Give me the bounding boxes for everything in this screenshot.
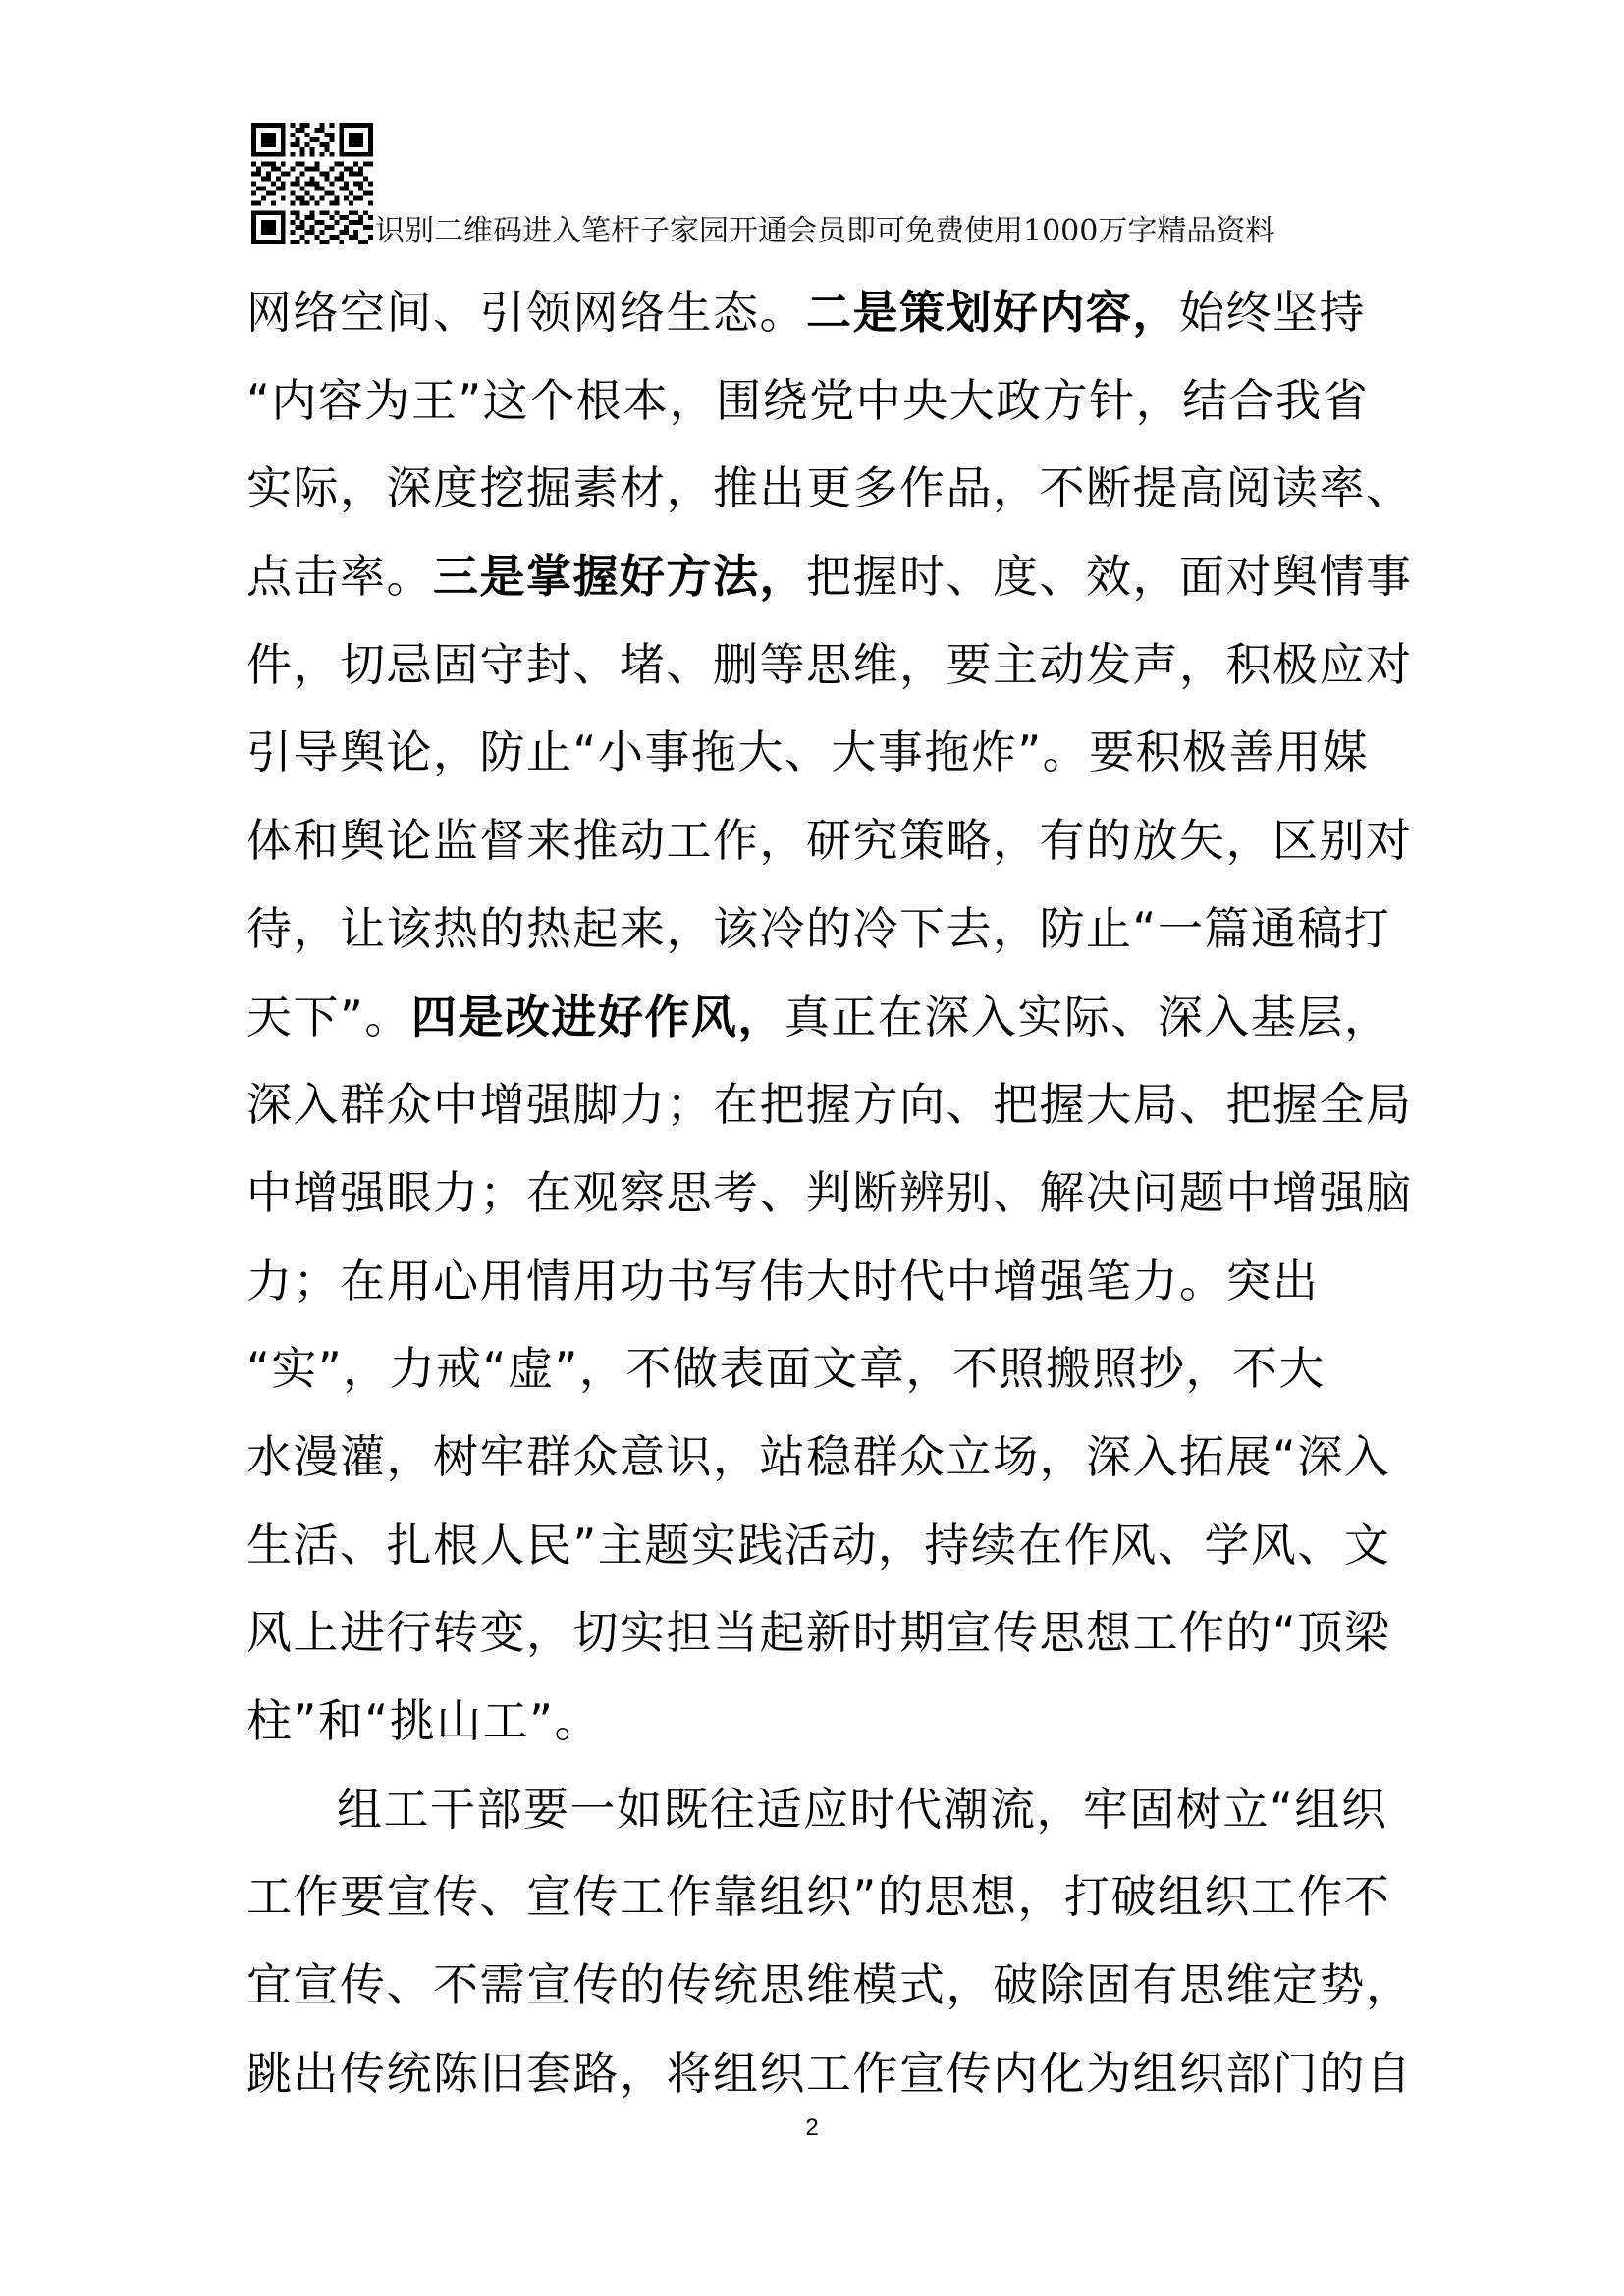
text-line	[246, 2030, 1413, 2118]
text-segment: 水漫灌，树牢群众意识，站稳群众立场，深入拓展“深入	[246, 1429, 1391, 1483]
text-segment: 真正在深入实际、深入基层，	[784, 989, 1391, 1043]
text-segment: 力；在用心用情用功书写伟大时代中增强笔力。突出	[246, 1254, 1320, 1308]
text-segment: 工作要宣传、宣传工作靠组织”的思想，打破组织工作不	[246, 1870, 1391, 1924]
text-segment: 柱”和“挑山工”。	[246, 1694, 601, 1747]
bold-text-segment: 四是改进好作风，	[410, 989, 785, 1043]
text-segment: 始终坚持	[1179, 286, 1366, 339]
page-number: 2	[805, 2114, 819, 2141]
text-segment: 组工干部要一如既往适应时代潮流，牢固树立“组织	[337, 1782, 1388, 1836]
promo-note: 识别二维码进入笔杆子家园开通会员即可免费使用1000万字精品资料	[375, 214, 1275, 248]
text-segment: 引导舆论，防止“小事拖大、大事拖炸”。要积极善用媒	[246, 725, 1370, 779]
text-line	[246, 1766, 1388, 1854]
bold-text-segment: 二是策划好内容，	[806, 286, 1179, 339]
text-line	[246, 445, 1413, 533]
body-text	[246, 269, 1413, 2117]
text-segment: 生活、扎根人民”主题实践活动，持续在作风、学风、文	[246, 1518, 1391, 1572]
text-line	[246, 974, 1391, 1062]
text-segment: 把握时、度、效，面对舆情事	[806, 550, 1413, 604]
text-line	[246, 797, 1413, 885]
text-line	[246, 1149, 1413, 1238]
text-segment: 跳出传统陈旧套路，将组织工作宣传内化为组织部门的自	[246, 2046, 1413, 2100]
text-line	[246, 269, 1385, 357]
text-segment: 点击率。	[246, 550, 433, 604]
text-segment: 网络空间、引领网络生态。	[246, 286, 806, 339]
text-line	[246, 1238, 1385, 1326]
text-segment: 深入群众中增强脚力；在把握方向、把握大局、把握全局	[246, 1078, 1413, 1132]
text-line	[246, 533, 1413, 621]
text-line	[246, 1502, 1391, 1590]
text-segment: 天下”。	[246, 989, 411, 1043]
text-segment: “内容为王”这个根本，围绕党中央大政方针，结合我省	[246, 373, 1370, 427]
text-line	[246, 1061, 1413, 1149]
text-segment: 风上进行转变，切实担当起新时期宣传思想工作的“顶梁	[246, 1606, 1391, 1660]
text-line	[246, 621, 1413, 710]
text-line	[246, 357, 1385, 446]
text-segment: “实”，力戒“虚”，不做表面文章，不照搬照抄，不大	[246, 1342, 1326, 1396]
text-line	[246, 1325, 1385, 1414]
text-segment: 实际，深度挖掘素材，推出更多作品，不断提高阅读率、	[246, 461, 1413, 515]
text-line	[246, 1678, 1385, 1766]
text-line	[246, 1414, 1391, 1502]
text-line	[246, 709, 1385, 797]
text-segment: 体和舆论监督来推动工作，研究策略，有的放矢，区别对	[246, 814, 1413, 868]
text-line	[246, 885, 1391, 974]
qr-code-icon[interactable]	[251, 123, 373, 244]
text-line	[246, 1942, 1413, 2030]
text-segment: 中增强眼力；在观察思考、判断辨别、解决问题中增强脑	[246, 1165, 1413, 1219]
text-segment: 件，切忌固守封、堵、删等思维，要主动发声，积极应对	[246, 637, 1413, 691]
bold-text-segment: 三是掌握好方法，	[433, 550, 806, 604]
text-line	[246, 1853, 1391, 1942]
text-segment: 宜宣传、不需宣传的传统思维模式，破除固有思维定势，	[246, 1958, 1413, 2012]
text-line	[246, 1589, 1391, 1678]
text-segment: 待，让该热的热起来，该冷的冷下去，防止“一篇通稿打	[246, 901, 1391, 955]
